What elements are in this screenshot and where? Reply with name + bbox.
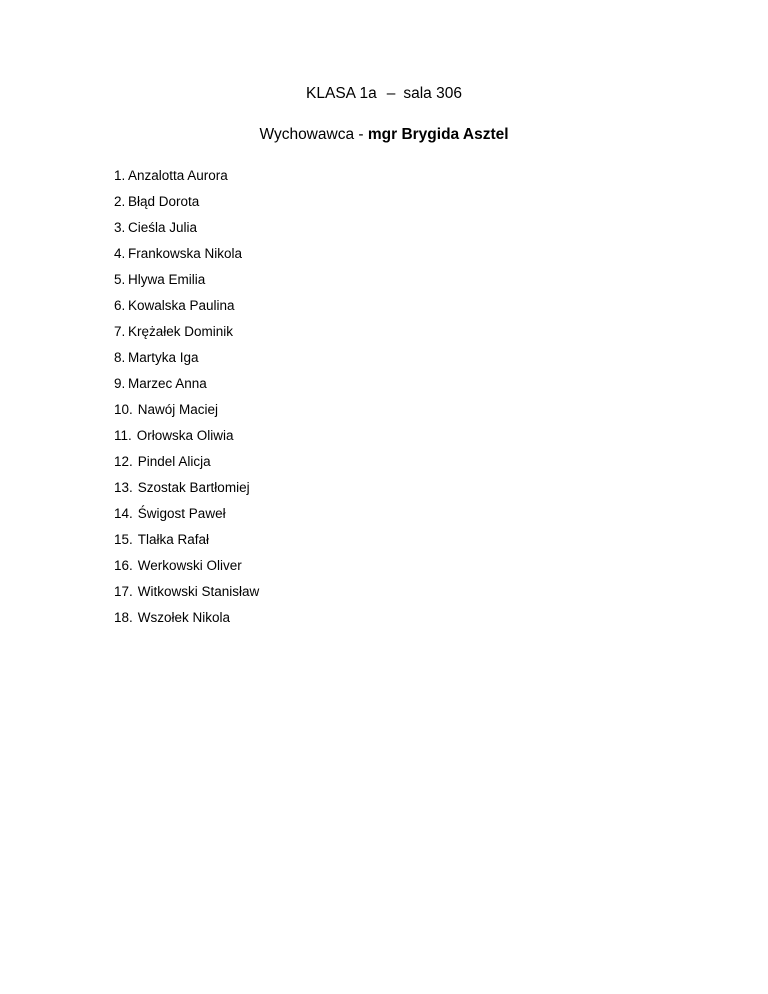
list-item	[114, 401, 259, 427]
student-name: Anzalotta Aurora	[128, 168, 228, 183]
student-name: Werkowski Oliver	[137, 558, 242, 573]
student-list	[114, 167, 259, 635]
list-item	[114, 531, 259, 557]
list-item	[114, 609, 259, 635]
list-item-number: 9.	[114, 376, 126, 391]
list-item	[114, 271, 259, 297]
list-item-number: 6.	[114, 298, 126, 313]
list-item	[114, 193, 259, 219]
list-item	[114, 427, 259, 453]
list-item	[114, 245, 259, 271]
list-item	[114, 167, 259, 193]
student-name: Marzec Anna	[128, 376, 207, 391]
list-item-number: 3.	[114, 220, 126, 235]
class-title	[0, 84, 768, 104]
student-name: Krężałek Dominik	[128, 324, 234, 339]
list-item-number: 11.	[114, 428, 132, 443]
list-item-number: 10.	[114, 402, 133, 417]
list-item	[114, 479, 259, 505]
list-item	[114, 583, 259, 609]
student-name: Nawój Maciej	[137, 402, 219, 417]
list-item	[114, 505, 259, 531]
student-name: Hlywa Emilia	[128, 272, 206, 287]
student-name: Błąd Dorota	[128, 194, 200, 209]
teacher-prefix: Wychowawca -	[259, 126, 364, 143]
list-item	[114, 453, 259, 479]
homeroom-teacher-line	[0, 125, 768, 145]
student-name: Świgost Paweł	[137, 506, 226, 521]
student-name: Tlałka Rafał	[137, 532, 210, 547]
student-name: Wszołek Nikola	[137, 610, 231, 625]
student-name: Szostak Bartłomiej	[137, 480, 250, 495]
student-name: Witkowski Stanisław	[137, 584, 260, 599]
list-item-number: 7.	[114, 324, 126, 339]
list-item-number: 12.	[114, 454, 133, 469]
student-name: Frankowska Nikola	[128, 246, 243, 261]
class-label: KLASA 1a	[306, 85, 377, 102]
room-label: sala 306	[403, 85, 462, 102]
list-item-number: 4.	[114, 246, 126, 261]
list-item-number: 2.	[114, 194, 126, 209]
list-item-number: 15.	[114, 532, 133, 547]
list-item	[114, 557, 259, 583]
student-name: Kowalska Paulina	[128, 298, 235, 313]
list-item-number: 5.	[114, 272, 126, 287]
list-item	[114, 297, 259, 323]
list-item-number: 8.	[114, 350, 126, 365]
list-item-number: 17.	[114, 584, 133, 599]
list-item-number: 1.	[114, 168, 126, 183]
student-name: Pindel Alicja	[137, 454, 211, 469]
list-item-number: 14.	[114, 506, 133, 521]
title-separator: –	[386, 85, 396, 102]
list-item-number: 16.	[114, 558, 133, 573]
student-name: Martyka Iga	[128, 350, 199, 365]
list-item	[114, 323, 259, 349]
list-item-number: 18.	[114, 610, 133, 625]
list-item-number: 13.	[114, 480, 133, 495]
list-item	[114, 349, 259, 375]
student-name: Orłowska Oliwia	[136, 428, 234, 443]
teacher-name: mgr Brygida Asztel	[367, 126, 509, 143]
list-item	[114, 219, 259, 245]
student-name: Cieśla Julia	[128, 220, 198, 235]
list-item	[114, 375, 259, 401]
